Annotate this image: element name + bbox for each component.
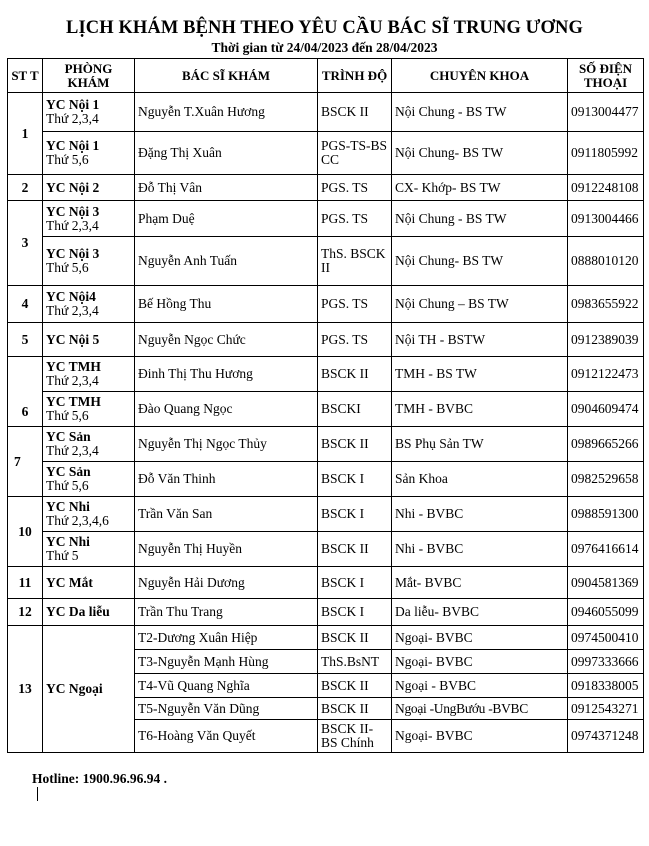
doctor-cell: Nguyễn Hải Dương: [135, 567, 318, 599]
doctor-cell: T6-Hoàng Văn Quyết: [135, 720, 318, 753]
degree-cell: BSCK I: [318, 497, 392, 532]
room-name: YC Nội 5: [46, 331, 100, 347]
room-name: YC Nhi: [46, 534, 90, 549]
phone-cell: 0904581369: [568, 567, 644, 599]
stt-cell: 10: [8, 497, 43, 567]
degree-cell: PGS. TS: [318, 286, 392, 323]
room-days: Thứ 5,6: [46, 260, 89, 275]
degree-cell: BSCK II: [318, 626, 392, 650]
room-cell: [43, 392, 135, 427]
degree-cell: PGS. TS: [318, 201, 392, 237]
room-cell: [43, 175, 135, 201]
specialty-cell: Nội TH - BSTW: [392, 323, 568, 357]
phone-cell: 0913004466: [568, 201, 644, 237]
table-header-row: [8, 59, 644, 93]
stt-cell: 2: [8, 175, 43, 201]
text-cursor: [37, 787, 38, 801]
doctor-cell: Đặng Thị Xuân: [135, 132, 318, 175]
doctor-cell: Trần Văn San: [135, 497, 318, 532]
degree-cell: BSCK II-BS Chính: [318, 720, 392, 753]
degree-cell: BSCK II: [318, 93, 392, 132]
room-cell: [43, 201, 135, 237]
phone-cell: 0912248108: [568, 175, 644, 201]
stt-cell: 13: [8, 626, 43, 753]
phone-cell: 0982529658: [568, 462, 644, 497]
room-name: YC Sản: [46, 464, 91, 479]
doctor-cell: Nguyễn Anh Tuấn: [135, 237, 318, 286]
phone-cell: 0988591300: [568, 497, 644, 532]
doctor-cell: T2-Dương Xuân Hiệp: [135, 626, 318, 650]
doctor-cell: Bế Hồng Thu: [135, 286, 318, 323]
specialty-cell: Nội Chung- BS TW: [392, 237, 568, 286]
room-days: Thứ 5: [46, 548, 79, 563]
specialty-cell: Nhi - BVBC: [392, 497, 568, 532]
room-cell: [43, 532, 135, 567]
room-cell: [43, 357, 135, 392]
doctor-cell: Trần Thu Trang: [135, 599, 318, 626]
room-days: Thứ 2,3,4: [46, 443, 99, 458]
stt-cell: 7: [8, 427, 43, 497]
table-row: [8, 175, 644, 201]
phone-cell: 0974371248: [568, 720, 644, 753]
doctor-cell: Nguyễn Thị Ngọc Thủy: [135, 427, 318, 462]
schedule-table: [7, 58, 644, 753]
room-cell: [43, 132, 135, 175]
doctor-cell: Nguyễn Thị Huyền: [135, 532, 318, 567]
stt-cell: 11: [8, 567, 43, 599]
specialty-cell: Nội Chung- BS TW: [392, 132, 568, 175]
room-days: Thứ 5,6: [46, 408, 89, 423]
doctor-cell: Nguyễn T.Xuân Hương: [135, 93, 318, 132]
degree-cell: PGS. TS: [318, 175, 392, 201]
room-days: Thứ 2,3,4: [46, 303, 99, 318]
degree-cell: BSCKI: [318, 392, 392, 427]
room-cell: [43, 462, 135, 497]
table-row: [8, 532, 644, 567]
stt-cell: 1: [8, 93, 43, 175]
degree-cell: ThS.BsNT: [318, 650, 392, 674]
room-name: YC Nội4: [46, 289, 96, 304]
degree-cell: BSCK II: [318, 698, 392, 720]
specialty-cell: TMH - BS TW: [392, 357, 568, 392]
doctor-cell: T4-Vũ Quang Nghĩa: [135, 674, 318, 698]
degree-cell: PGS. TS: [318, 323, 392, 357]
room-name: YC TMH: [46, 359, 101, 374]
phone-cell: 0997333666: [568, 650, 644, 674]
stt-cell: 4: [8, 286, 43, 323]
table-row: [8, 497, 644, 532]
specialty-cell: Ngoại -UngBướu -BVBC: [392, 698, 568, 720]
phone-cell: 0911805992: [568, 132, 644, 175]
room-name: YC Nội 2: [46, 179, 100, 195]
phone-cell: 0888010120: [568, 237, 644, 286]
room-name: YC Sản: [46, 429, 91, 444]
doctor-cell: Nguyễn Ngọc Chức: [135, 323, 318, 357]
room-cell: [43, 497, 135, 532]
phone-cell: 0976416614: [568, 532, 644, 567]
doctor-cell: Đỗ Văn Thinh: [135, 462, 318, 497]
table-row: [8, 626, 644, 650]
room-cell: [43, 567, 135, 599]
room-days: Thứ 5,6: [46, 478, 89, 493]
room-days: Thứ 2,3,4: [46, 373, 99, 388]
degree-cell: BSCK II: [318, 674, 392, 698]
doctor-cell: Đinh Thị Thu Hương: [135, 357, 318, 392]
degree-cell: BSCK II: [318, 357, 392, 392]
specialty-cell: Ngoại - BVBC: [392, 674, 568, 698]
specialty-cell: Nhi - BVBC: [392, 532, 568, 567]
specialty-cell: CX- Khớp- BS TW: [392, 175, 568, 201]
table-row: [8, 392, 644, 427]
specialty-cell: Mắt- BVBC: [392, 567, 568, 599]
room-name: YC Mắt: [46, 574, 93, 590]
specialty-cell: Nội Chung - BS TW: [392, 201, 568, 237]
stt-cell: 5: [8, 323, 43, 357]
phone-cell: 0946055099: [568, 599, 644, 626]
specialty-cell: Nội Chung - BS TW: [392, 93, 568, 132]
page-title: LỊCH KHÁM BỆNH THEO YÊU CẦU BÁC SĨ TRUNG ƯƠNG: [66, 18, 583, 38]
room-name: YC TMH: [46, 394, 101, 409]
room-name: YC Da liễu: [46, 604, 110, 619]
stt-cell: 3: [8, 201, 43, 286]
stt-cell: 12: [8, 599, 43, 626]
room-cell: [43, 237, 135, 286]
phone-cell: 0983655922: [568, 286, 644, 323]
doctor-cell: T5-Nguyễn Văn Dũng: [135, 698, 318, 720]
degree-cell: ThS. BSCK II: [318, 237, 392, 286]
doctor-cell: T3-Nguyễn Mạnh Hùng: [135, 650, 318, 674]
degree-cell: BSCK II: [318, 427, 392, 462]
room-days: Thứ 2,3,4: [46, 217, 99, 233]
phone-cell: 0912543271: [568, 698, 644, 720]
specialty-cell: Nội Chung – BS TW: [392, 286, 568, 323]
specialty-cell: Ngoại- BVBC: [392, 720, 568, 753]
header-specialty: CHUYÊN KHOA: [392, 59, 568, 93]
stt-cell: 6: [8, 357, 43, 427]
specialty-cell: Sản Khoa: [392, 462, 568, 497]
doctor-cell: Đỗ Thị Vân: [135, 175, 318, 201]
room-days: Thứ 5,6: [46, 152, 89, 167]
degree-cell: BSCK I: [318, 567, 392, 599]
phone-cell: 0989665266: [568, 427, 644, 462]
table-row: [8, 427, 644, 462]
room-days: Thứ 2,3,4: [46, 111, 99, 126]
hotline: Hotline: 1900.96.96.94 .: [32, 771, 167, 786]
phone-cell: 0904609474: [568, 392, 644, 427]
phone-cell: 0974500410: [568, 626, 644, 650]
room-name: YC Nội 1: [46, 97, 100, 112]
table-row: [8, 462, 644, 497]
phone-cell: 0912389039: [568, 323, 644, 357]
room-name: YC Ngoại: [46, 681, 103, 696]
header-doctor: BÁC SĨ KHÁM: [135, 59, 318, 93]
specialty-cell: Ngoại- BVBC: [392, 650, 568, 674]
phone-cell: 0912122473: [568, 357, 644, 392]
room-cell: [43, 286, 135, 323]
degree-cell: BSCK I: [318, 599, 392, 626]
doctor-cell: Phạm Duệ: [135, 201, 318, 237]
specialty-cell: TMH - BVBC: [392, 392, 568, 427]
specialty-cell: Da liễu- BVBC: [392, 599, 568, 626]
room-days: Thứ 2,3,4,6: [46, 513, 109, 528]
table-row: [8, 323, 644, 357]
table-row: [8, 567, 644, 599]
room-cell: [43, 599, 135, 626]
degree-cell: BSCK I: [318, 462, 392, 497]
room-cell: [43, 323, 135, 357]
phone-cell: 0913004477: [568, 93, 644, 132]
table-row: [8, 599, 644, 626]
specialty-cell: BS Phụ Sản TW: [392, 427, 568, 462]
table-row: [8, 93, 644, 132]
degree-cell: PGS-TS-BS CC: [318, 132, 392, 175]
header-stt: ST T: [8, 59, 43, 93]
specialty-cell: Ngoại- BVBC: [392, 626, 568, 650]
room-cell: [43, 93, 135, 132]
phone-cell: 0918338005: [568, 674, 644, 698]
table-row: [8, 132, 644, 175]
room-name: YC Nội 1: [46, 138, 100, 153]
header-phone: SỐ ĐIỆN THOẠI: [568, 59, 644, 93]
date-range: Thời gian từ 24/04/2023 đến 28/04/2023: [211, 40, 438, 55]
table-row: [8, 237, 644, 286]
room-name: YC Nhi: [46, 499, 90, 514]
table-row: [8, 286, 644, 323]
table-row: [8, 201, 644, 237]
room-name: YC Nội 3: [46, 246, 100, 261]
header-room: PHÒNG KHÁM: [43, 59, 135, 93]
header-degree: TRÌNH ĐỘ: [318, 59, 392, 93]
table-row: [8, 357, 644, 392]
room-cell: [43, 626, 135, 753]
degree-cell: BSCK II: [318, 532, 392, 567]
room-name: YC Nội 3: [46, 203, 100, 219]
room-cell: [43, 427, 135, 462]
doctor-cell: Đào Quang Ngọc: [135, 392, 318, 427]
